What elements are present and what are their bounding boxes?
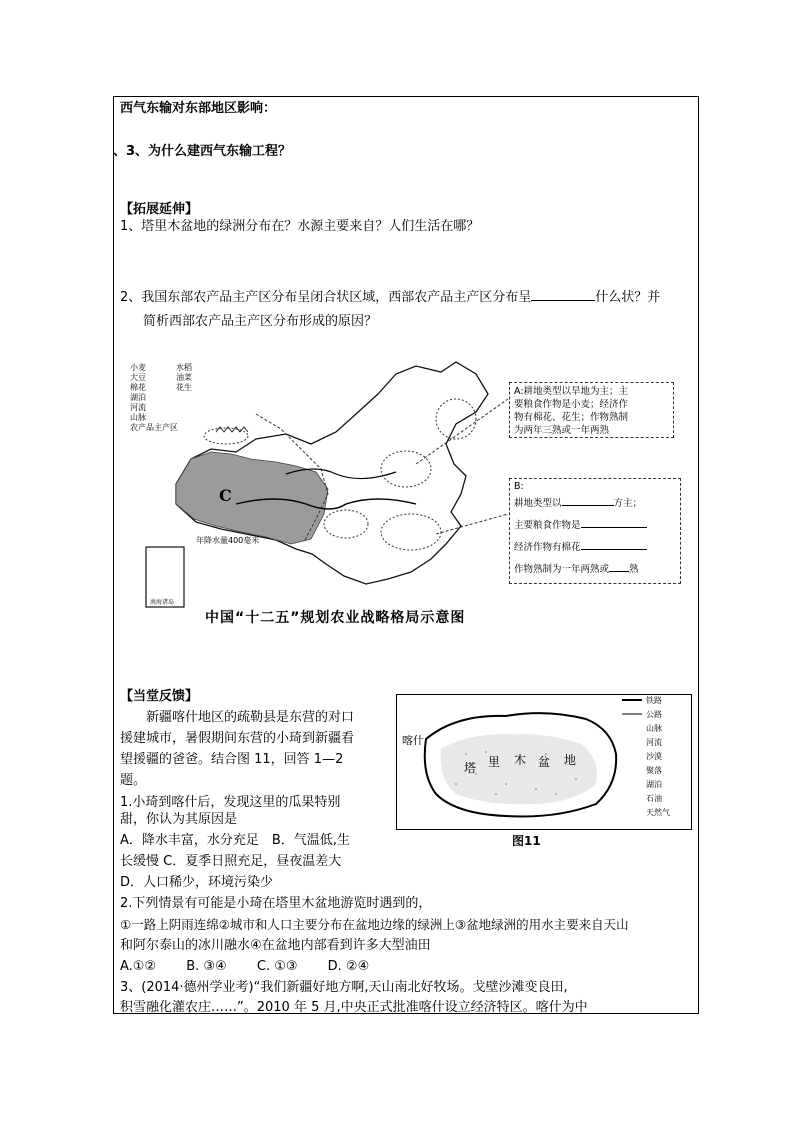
legend-desert: 沙漠 — [646, 752, 662, 761]
legend-main-area: 农产品主产区 — [130, 423, 178, 432]
legend-railway: 铁路 — [646, 696, 662, 705]
inset-label: 南海诸岛 — [150, 599, 175, 606]
legend-lake: 湖泊 — [130, 393, 146, 402]
box-b-head: B: — [514, 481, 524, 492]
option-a-b: A．降水丰富，水分充足 B．气温低,生 — [120, 833, 350, 848]
basin-char-4: 盆 — [538, 755, 551, 769]
legend-wheat: 小麦 — [130, 363, 146, 372]
box-b-r3: 经济作物有棉花 — [514, 542, 581, 553]
box-b-r4a: 作物熟制为一年两熟或 — [514, 564, 610, 575]
box-a-line-3: 物有棉花、花生；作物熟制 — [514, 412, 629, 423]
legend-rice: 水稻 — [176, 363, 192, 372]
question-2b: 简析西部农产品主产区分布形成的原因？ — [143, 314, 378, 329]
blank-b1 — [562, 493, 614, 506]
legend-mountain: 山脉 — [130, 413, 146, 422]
passage-line-1: 新疆喀什地区的疏勒县是东营的对口 — [146, 710, 355, 725]
label-c: C — [219, 486, 232, 505]
box-b-r1b: 方主； — [613, 498, 643, 509]
answer-blank — [531, 288, 595, 301]
line-gas-impact: 西气东输对东部地区影响： — [120, 101, 277, 116]
box-a-line-1: A:耕地类型以旱地为主；主 — [514, 386, 629, 397]
basin-char-5: 地 — [564, 753, 577, 767]
box-b-row-2 — [514, 515, 676, 537]
info-box-a — [509, 382, 674, 438]
box-b-row-1 — [514, 493, 676, 515]
legend-oil: 石油 — [646, 794, 662, 803]
q2-options: A.①② B. ③④ C. ①③ D. ②④ — [120, 959, 370, 974]
box-b-row-3 — [514, 537, 676, 559]
basin-char-1: 塔 — [464, 761, 477, 775]
question-q1-line-2: 甜，你认为其原因是 — [120, 812, 238, 827]
option-d: D．人口稀少，环境污染少 — [120, 875, 274, 890]
question-why-gas: 、3、为什么建西气东输工程？ — [113, 144, 292, 159]
box-b-r4b: 熟 — [629, 564, 639, 575]
box-a-line-2: 要粮食作物是小麦；经济作 — [514, 399, 629, 410]
legend-soybean: 大豆 — [130, 373, 146, 382]
legend-settlement: 聚落 — [646, 766, 662, 775]
legend-peanut: 花生 — [176, 383, 192, 392]
blank-b4 — [609, 559, 629, 572]
south-sea-inset — [146, 547, 184, 607]
box-b-row-4 — [514, 559, 676, 581]
section-extension: 【拓展延伸】 — [120, 202, 199, 217]
box-b-r2: 主要粮食作物是 — [514, 520, 581, 531]
box-a-line-4: 为两年三熟或一年两熟 — [514, 425, 610, 436]
q2-statements-2: 和阿尔泰山的冰川融水④在盆地内部看到许多大型油田 — [120, 938, 431, 953]
basin-char-2: 里 — [488, 755, 501, 769]
passage-line-3: 望援疆的爸爸。结合图 11，回答 1—2 — [120, 752, 344, 767]
legend-lake: 湖泊 — [646, 780, 662, 789]
question-1: 1、塔里木盆地的绿洲分布在？水源主要来自？人们生活在哪？ — [120, 219, 480, 234]
question-2a-text: 2、我国东部农产品主产区分布呈闭合状区域，西部农产品主产区分布呈 — [120, 290, 532, 305]
legend-river: 河流 — [646, 738, 662, 747]
legend-rapeseed: 油菜 — [176, 373, 192, 382]
map-title: 中国“十二五”规划农业战略格局示意图 — [205, 610, 466, 626]
question-q3-line-2: 积雪融化灌农庄……”。2010 年 5 月,中央正式批准喀什设立经济特区。喀什为中 — [120, 1000, 588, 1015]
question-q3-line-1: 3、(2014·德州学业考)“我们新疆好地方啊,天山南北好牧场。戈壁沙滩变良田, — [120, 980, 568, 995]
map-legend — [130, 362, 192, 432]
question-2a — [120, 288, 660, 306]
option-b-c: 长缓慢 C．夏季日照充足，昼夜温差大 — [120, 854, 342, 869]
legend-cotton: 棉花 — [130, 383, 146, 392]
blank-b3 — [581, 537, 647, 550]
rainfall-label: 年降水量400毫米 — [196, 536, 260, 545]
basin-char-3: 木 — [514, 753, 527, 767]
question-q1-line-1: 1.小琦到喀什后，发现这里的瓜果特别 — [120, 795, 341, 810]
passage-line-2: 援建城市，暑假期间东营的小琦到新疆看 — [120, 731, 355, 746]
place-kashi: 喀什 — [402, 734, 424, 747]
legend-river: 河流 — [130, 403, 146, 412]
q2-statements-1: ①一路上阴雨连绵②城市和人口主要分布在盆地边缘的绿洲上③盆地绿洲的用水主要来自天山 — [120, 917, 629, 932]
legend-mountain: 山脉 — [646, 724, 662, 733]
section-feedback: 【当堂反馈】 — [120, 689, 199, 704]
figure-11-tarim-map — [396, 694, 692, 830]
passage-line-4: 题。 — [120, 773, 147, 788]
figure-11-caption: 图11 — [512, 834, 541, 848]
legend-gas: 天然气 — [646, 808, 670, 817]
box-b-r1a: 耕地类型以 — [514, 498, 562, 509]
info-box-b — [509, 478, 681, 584]
question-q2: 2.下列情景有可能是小琦在塔里木盆地游览时遇到的， — [120, 896, 432, 911]
blank-b2 — [581, 515, 647, 528]
question-2a-tail: 什么状？并 — [595, 290, 661, 305]
legend-road: 公路 — [646, 710, 662, 719]
mountain-tianshan — [216, 427, 248, 432]
